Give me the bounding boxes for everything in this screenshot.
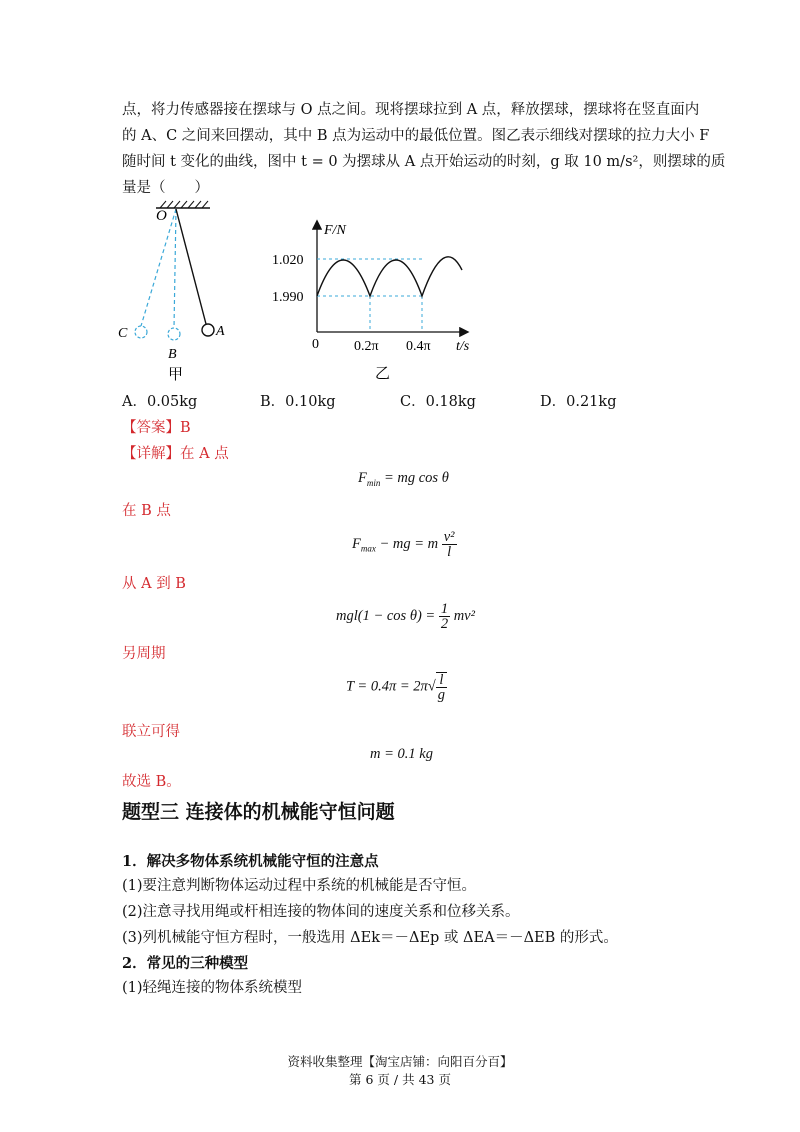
formula-energy: mgl(1 − cos θ) = $\frac{1}{2}$ mv² xyxy=(336,601,475,632)
subsection-2: 2．常见的三种模型 xyxy=(122,955,249,972)
pendulum-figure xyxy=(112,196,242,386)
caption-jia: 甲 xyxy=(168,367,184,383)
footer-source: 资料收集整理【淘宝店铺：向阳百分百】 xyxy=(287,1054,513,1069)
combine-label: 联立可得 xyxy=(122,724,180,740)
at-b-label: 在 B 点 xyxy=(122,503,171,519)
option-a: A．0.05kg xyxy=(122,394,198,410)
section-title: 题型三 连接体的机械能守恒问题 xyxy=(122,801,395,823)
period-label: 另周期 xyxy=(122,646,166,662)
label-o: O xyxy=(156,208,167,224)
force-time-graph xyxy=(262,214,482,386)
problem-line-2: 的 A、C 之间来回摆动，其中 B 点为运动中的最低位置。图乙表示细线对摆球的拉力大小 F xyxy=(122,128,710,144)
formula-fmin: $F_{min}$ = mg cos θ xyxy=(358,470,449,488)
label-b: B xyxy=(168,347,177,362)
subsection-1: 1．解决多物体系统机械能守恒的注意点 xyxy=(122,853,379,870)
y-tick-low: 1.990 xyxy=(272,290,304,305)
formula-fmax: $F_{max}$ − mg = m $\frac{\text{v²}}{l}$ xyxy=(352,529,455,560)
footer-page-number: 第 6 页 / 共 43 页 xyxy=(349,1072,451,1087)
detail-label: 【详解】在 A 点 xyxy=(122,446,229,462)
y-axis-label: F/N xyxy=(324,223,346,238)
item-3: (3)列机械能守恒方程时，一般选用 ΔEk＝－ΔEp 或 ΔEA＝－ΔEB 的形式。 xyxy=(122,930,618,946)
string-to-c xyxy=(141,209,176,326)
ceiling-hatch xyxy=(160,201,208,208)
a-to-b-label: 从 A 到 B xyxy=(122,576,186,592)
label-a: A xyxy=(216,324,225,339)
x-axis-label: t/s xyxy=(456,339,470,354)
ball-b xyxy=(168,328,180,340)
formula-period: T = 0.4π = 2π√ $\frac{l}{g}$ xyxy=(346,672,445,703)
ball-c xyxy=(135,326,147,338)
string-to-a xyxy=(176,209,206,324)
ball-a xyxy=(202,324,214,336)
choose-label: 故选 B。 xyxy=(122,774,181,790)
item-1: (1)要注意判断物体运动过程中系统的机械能是否守恒。 xyxy=(122,878,477,894)
string-to-b xyxy=(174,209,176,328)
option-b: B．0.10kg xyxy=(260,394,336,410)
problem-line-4: 量是（ ） xyxy=(122,180,209,196)
item-2: (2)注意寻找用绳或杆相连接的物体间的速度关系和位移关系。 xyxy=(122,904,520,920)
y-tick-high: 1.020 xyxy=(272,253,304,268)
x-tick-0: 0 xyxy=(312,337,319,352)
x-tick-2: 0.4π xyxy=(406,339,431,354)
problem-line-1: 点，将力传感器接在摆球与 O 点之间。现将摆球拉到 A 点，释放摆球，摆球将在竖直面内 xyxy=(122,102,700,118)
problem-line-3: 随时间 t 变化的曲线，图中 t = 0 为摆球从 A 点开始运动的时刻，g 取 10 m/s²，则摆球的质 xyxy=(122,154,726,170)
option-d: D．0.21kg xyxy=(540,394,617,410)
item-4: (1)轻绳连接的物体系统模型 xyxy=(122,980,303,996)
formula-result: m = 0.1 kg xyxy=(370,746,433,762)
answer-label: 【答案】B xyxy=(122,420,191,436)
x-tick-1: 0.2π xyxy=(354,339,379,354)
option-c: C．0.18kg xyxy=(400,394,476,410)
force-curve xyxy=(317,257,462,296)
label-c: C xyxy=(118,326,128,341)
caption-yi: 乙 xyxy=(375,366,391,382)
